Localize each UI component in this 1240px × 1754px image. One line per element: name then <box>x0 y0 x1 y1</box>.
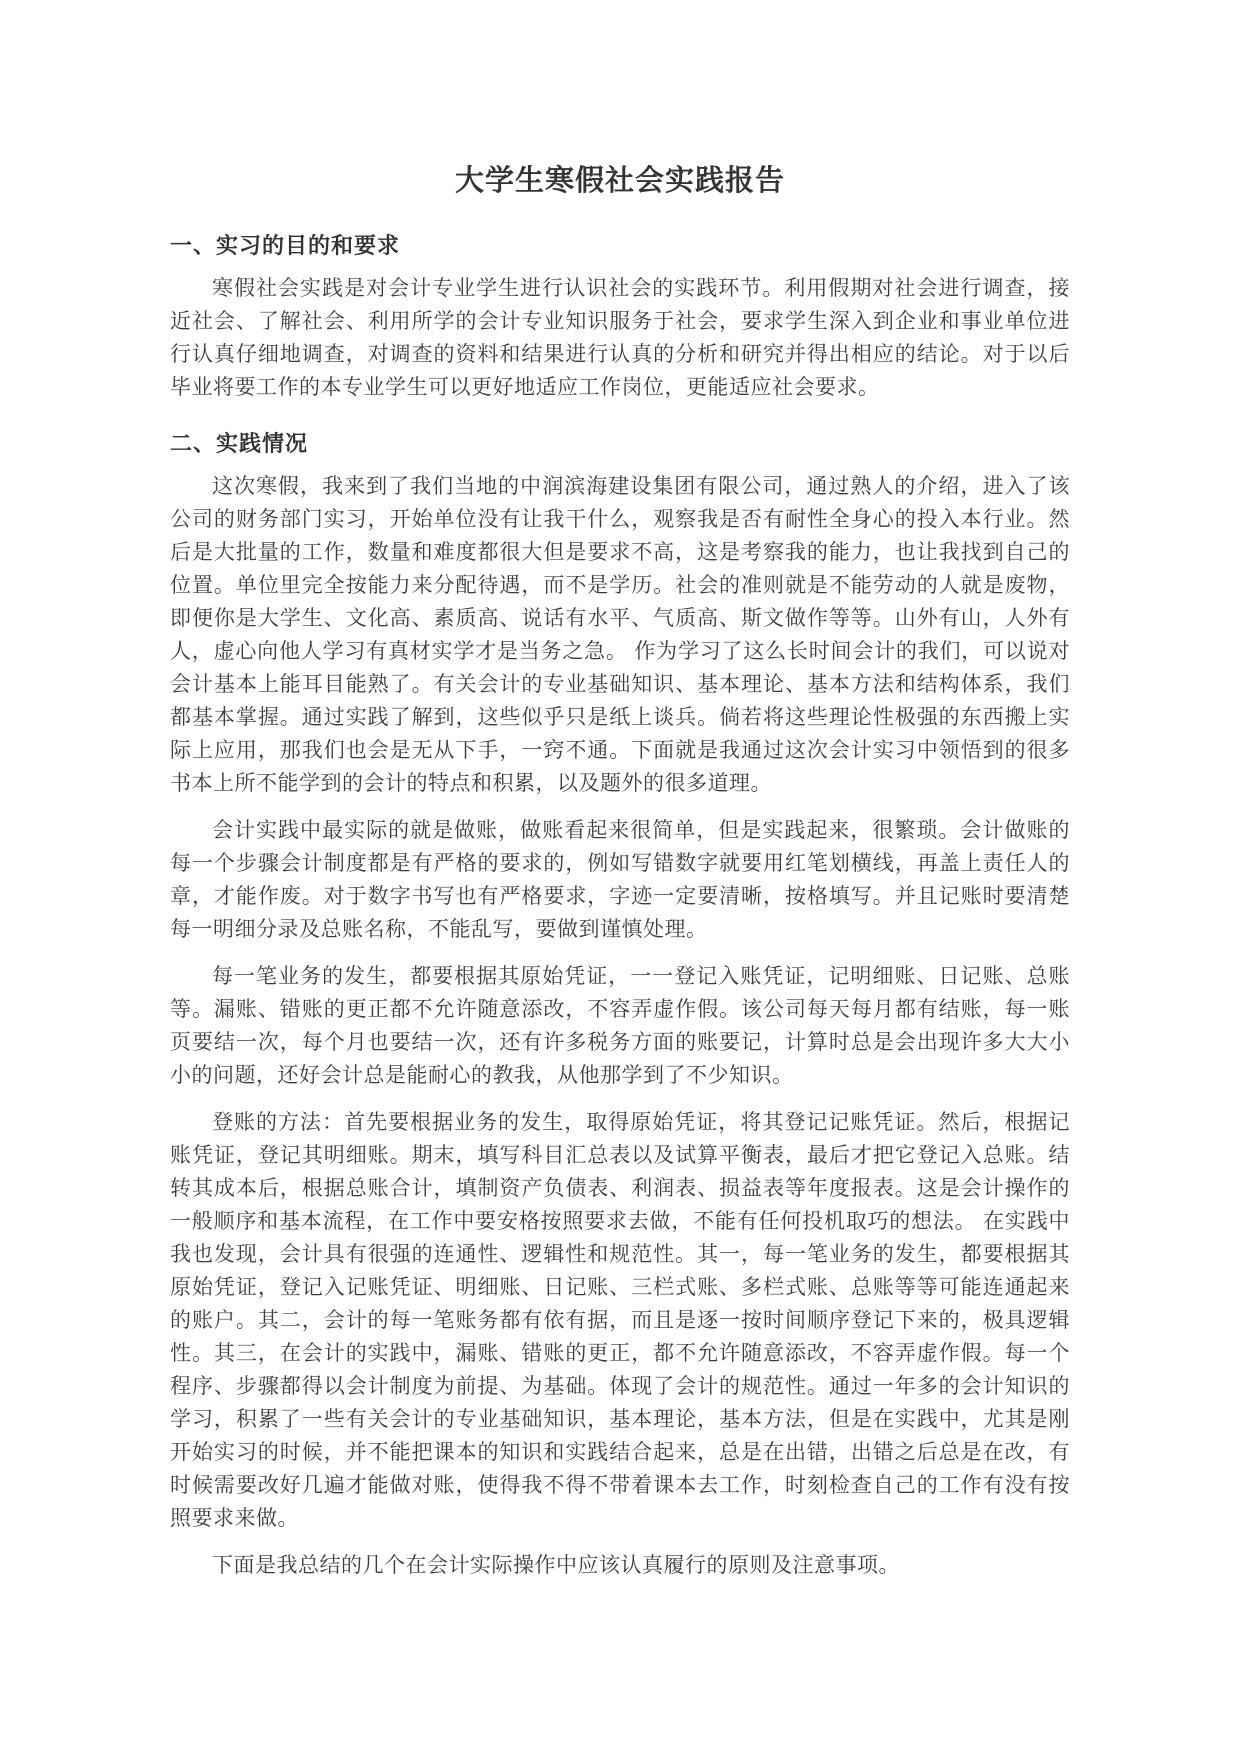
paragraph: 每一笔业务的发生，都要根据其原始凭证，一一登记入账凭证，记明细账、日记账、总账等。漏账、错账的更正都不允许随意添改，不容弄虚作假。该公司每天每月都有结账，每一账页要结一次，每个月也要结一次，还有许多税务方面的账要记，计算时总是会出现许多大大小小的问题，还好会计总是能耐心的教我，从他那学到了不少知识。 <box>170 965 1070 1087</box>
paragraph: 下面是我总结的几个在会计实际操作中应该认真履行的原则及注意事项。 <box>212 1554 900 1577</box>
paragraph: 登账的方法：首先要根据业务的发生，取得原始凭证，将其登记记账凭证。然后，根据记账凭证，登记其明细账。期末，填写科目汇总表以及试算平衡表，最后才把它登记入总账。结转其成本后，根据总账合计，填制资产负债表、利润表、损益表等年度报表。这是会计操作的一般顺序和基本流程，在工作中要安格按照要求去做，不能有任何投机取巧的想法。 在实践中我也发现，会计具有很强的连通性、逻辑性和规范性。其一，每一笔业务的发生，都要根据其原始凭证，登记入记账凭证、明细账、日记账、三栏式账、多栏式账、总账等等可能连通起来的账户。其二，会计的每一笔账务都有依有据，而且是逐一按时间顺序登记下来的，极具逻辑性。其三，在会计的实践中，漏账、错账的更正，都不允许随意添改，不容弄虚作假。每一个程序、步骤都得以会计制度为前提、为基础。体现了会计的规范性。通过一年多的会计知识的学习，积累了一些有关会计的专业基础知识，基本理论，基本方法，但是在实践中，尤其是刚开始实习的时候，并不能把课本的知识和实践结合起来，总是在出错，出错之后总是在改，有时候需要改好几遍才能做对账，使得我不得不带着课本去工作，时刻检查自己的工作有没有按照要求来做。 <box>170 1111 1070 1530</box>
paragraph: 会计实践中最实际的就是做账，做账看起来很简单，但是实践起来，很繁琐。会计做账的每一个步骤会计制度都是有严格的要求的，例如写错数字就要用红笔划横线，再盖上责任人的章，才能作废。对于数字书写也有严格要求，字迹一定要清晰，按格填写。并且记账时要清楚每一明细分录及总账名称，不能乱写，要做到谨慎处理。 <box>170 819 1070 941</box>
section-heading: 二、实践情况 <box>170 431 309 456</box>
paragraph: 这次寒假，我来到了我们当地的中润滨海建设集团有限公司，通过熟人的介绍，进入了该公司的财务部门实习，开始单位没有让我干什么，观察我是否有耐性全身心的投入本行业。然后是大批量的工作，数量和难度都很大但是要求不高，这是考察我的能力，也让我找到自己的位置。单位里完全按能力来分配待遇，而不是学历。社会的准则就是不能劳动的人就是废物，即便你是大学生、文化高、素质高、说话有水平、气质高、斯文做作等等。山外有山，人外有人，虚心向他人学习有真材实学才是当务之急。 作为学习了这么长时间会计的我们，可以说对会计基本上能耳目能熟了。有关会计的专业基础知识、基本理论、基本方法和结构体系，我们都基本掌握。通过实践了解到，这些似乎只是纸上谈兵。倘若将这些理论性极强的东西搬上实际上应用，那我们也会是无从下手，一窍不通。下面就是我通过这次会计实习中领悟到的很多书本上所不能学到的会计的特点和积累，以及题外的很多道理。 <box>170 475 1070 795</box>
document-title: 大学生寒假社会实践报告 <box>454 165 785 197</box>
section-heading: 一、实习的目的和要求 <box>170 233 401 258</box>
paragraph: 寒假社会实践是对会计专业学生进行认识社会的实践环节。利用假期对社会进行调查，接近社会、了解社会、利用所学的会计专业知识服务于社会，要求学生深入到企业和事业单位进行认真仔细地调查，对调查的资料和结果进行认真的分析和研究并得出相应的结论。对于以后毕业将要工作的本专业学生可以更好地适应工作岗位，更能适应社会要求。 <box>170 277 1070 399</box>
document-sections <box>170 230 1070 1582</box>
